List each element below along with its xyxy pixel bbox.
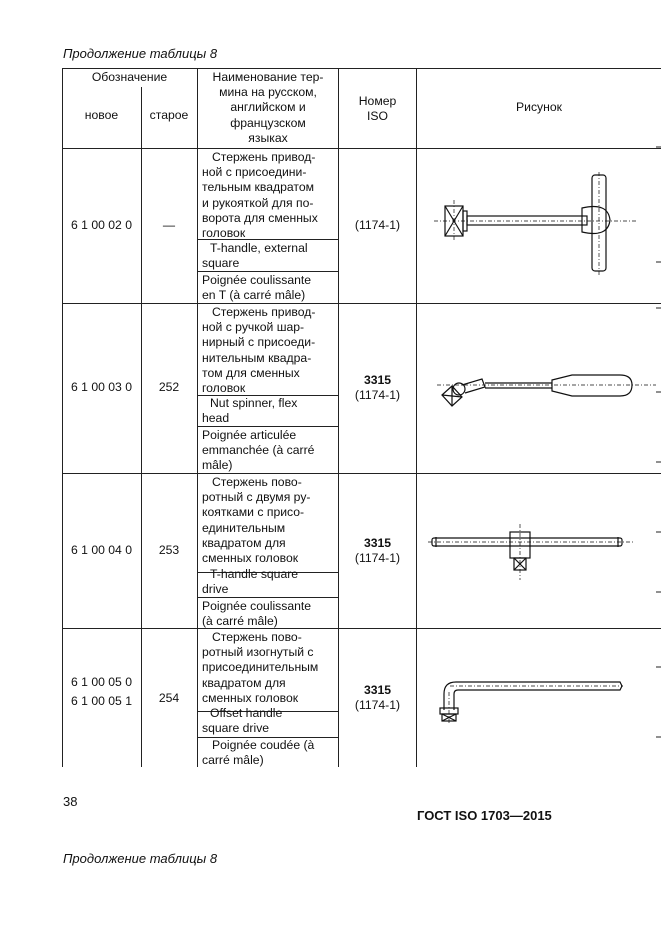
iso-number: 3315 (1174-1) [354,373,401,403]
table-continuation-label: Продолжение таблицы 8 [63,851,218,866]
term-russian: Стержень пово- ротный изогнутый с присоединительным квадратом для сменных головок [202,630,319,705]
offset-handle-icon [430,672,624,724]
terms-table [62,68,661,767]
term-russian: Стержень привод- ной с ручкой шар- нирный с присоеди- нительным квадра- том для сменных головок [202,305,316,396]
nut-spinner-flex-head-icon [432,364,657,412]
new-code: 6 1 00 02 0 [71,218,132,232]
table-continuation-label: Продолжение таблицы 8 [63,46,218,61]
old-code: — [162,218,176,232]
new-code: 6 1 00 03 0 [71,380,132,394]
term-french: Poignée coulissante (à carré mâle) [202,599,312,629]
new-code: 6 1 00 05 0 6 1 00 05 1 [71,675,132,709]
col-rule-old-term [197,68,198,767]
old-code: 253 [158,543,180,557]
col-rule-iso-figure [416,68,417,767]
sliding-t-handle-icon [428,522,636,582]
iso-number: 3315 (1174-1) [354,536,401,566]
term-name-header: Наименование тер- мина на русском, английском и французском языках [212,70,324,145]
term-russian: Стержень пово- ротный с двумя ру- коятками с присо- единительным квадратом для сменных головок [202,475,311,566]
col-rule-new-old [141,87,142,767]
table-left-rule [62,68,63,767]
figure-header: Рисунок [516,100,562,114]
old-code: 252 [158,380,180,394]
standard-designation: ГОСТ ISO 1703—2015 [417,808,552,823]
term-french: Poignée coudée (à carré mâle) [202,738,315,768]
term-russian: Стержень привод- ной с присоедини- тельным квадратом и рукояткой для по- ворота для сменных головок [202,150,318,241]
row-divider [62,473,661,474]
term-french: Poignée coulissante en T (à carré mâle) [202,273,312,303]
new-code: 6 1 00 04 0 [71,543,132,557]
term-english: T-handle square drive [202,567,299,597]
old-code-header: старое [149,108,189,122]
iso-number: 3315 (1174-1) [354,683,401,713]
table-top-rule [62,68,661,69]
page-number: 38 [63,794,78,809]
header-bottom-rule [62,148,661,149]
designation-header: Обозначение [91,70,168,84]
old-code: 254 [158,691,180,705]
iso-number-header: Номер ISO [358,94,397,124]
t-handle-icon [432,172,637,276]
right-edge-tick-marks [656,138,661,758]
row-divider [62,303,661,304]
new-code-header: новое [84,108,119,122]
row-divider [62,628,661,629]
iso-number: (1174-1) [354,218,401,232]
term-english: Nut spinner, flex head [202,396,298,426]
term-english: T-handle, external square [202,241,308,271]
term-english: Offset handle square drive [202,706,283,736]
col-rule-term-iso [338,68,339,767]
term-french: Poignée articulée emmanchée (à carré mâle) [202,428,315,473]
